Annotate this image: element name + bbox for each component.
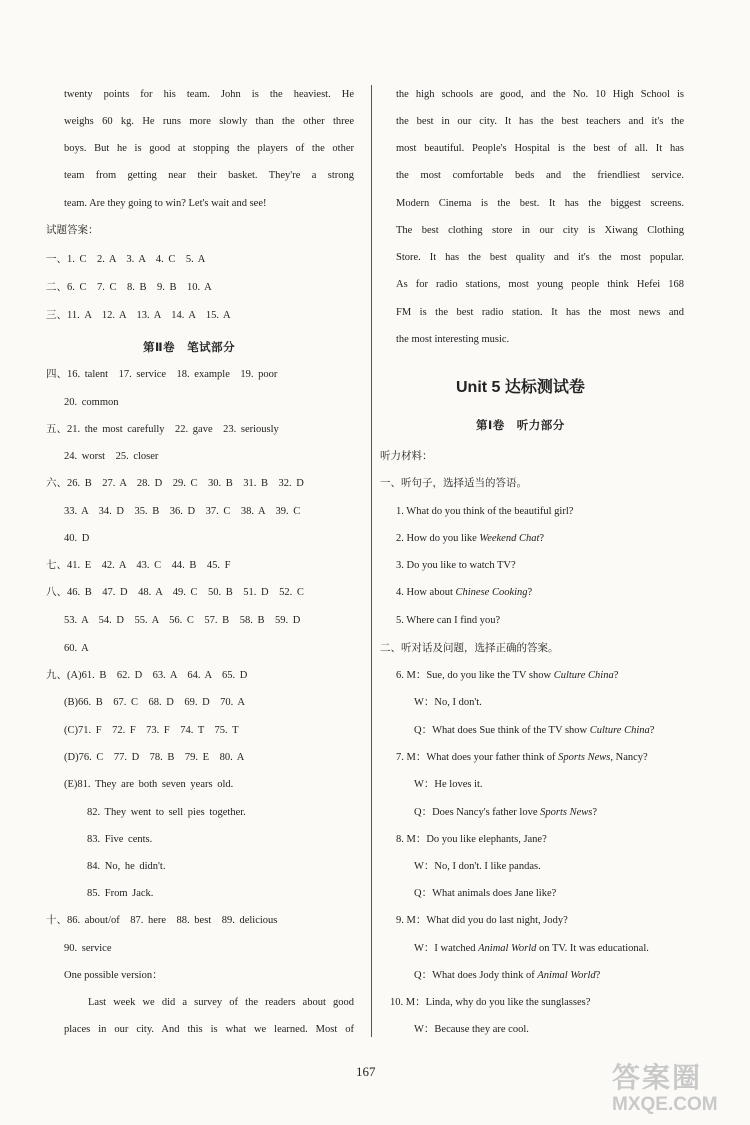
answer-row: (E)81. They are both seven years old. — [64, 779, 234, 790]
dialogue-line: Q：What does Sue think of the TV show Culture China? — [414, 725, 655, 736]
dialogue-line: Q：What animals does Jane like? — [414, 888, 557, 899]
listening-line: 1. What do you think of the beautiful girl? — [396, 506, 574, 517]
answer-row: (C)71. F 72. F 73. F 74. T 75. T — [64, 725, 239, 736]
essay-line: The best clothing store in our city is Xiwang Clothing — [396, 225, 684, 236]
answer-row: 24. worst 25. closer — [64, 451, 159, 462]
answer-row: 60. A — [64, 643, 89, 654]
dialogue-line: W：No, I don't. I like pandas. — [414, 861, 541, 872]
essay-line: the high schools are good, and the No. 10 High School is — [396, 89, 684, 100]
watermark — [612, 1062, 742, 1118]
intro-line: boys. But he is good at stopping the players of the other — [64, 143, 354, 154]
answer-row: 六、26. B 27. A 28. D 29. C 30. B 31. B 32. D — [46, 478, 304, 489]
dialogue-line: 9. M：What did you do last night, Jody? — [396, 915, 568, 926]
answer-row: 一、1. C 2. A 3. A 4. C 5. A — [46, 254, 206, 265]
dialogue-line: W：He loves it. — [414, 779, 483, 790]
unit-title: Unit 5 达标测试卷 — [456, 379, 585, 396]
intro-line: weighs 60 kg. He runs more slowly than the other three — [64, 116, 354, 127]
essay-line: Store. It has the best quality and it's the most popular. — [396, 252, 684, 263]
dialogue-line: 6. M：Sue, do you like the TV show Culture China? — [396, 670, 619, 681]
essay-line: the most comfortable beds and the friendliest service. — [396, 170, 684, 181]
answer-row: 83. Five cents. — [87, 834, 153, 845]
part-heading: 一、听句子，选择适当的答语。 — [380, 478, 527, 489]
essay-label: One possible version： — [64, 970, 163, 981]
dialogue-line: 8. M：Do you like elephants, Jane? — [396, 834, 547, 845]
answer-row: 四、16. talent 17. service 18. example 19. poor — [46, 369, 278, 380]
answer-row: 90. service — [64, 943, 112, 954]
dialogue-line: W：I watched Animal World on TV. It was educational. — [414, 943, 649, 954]
essay-line: the best in our city. It has the best teachers and it's the — [396, 116, 684, 127]
answers-heading: 试题答案： — [46, 225, 99, 236]
intro-line: twenty points for his team. John is the heaviest. He — [64, 89, 354, 100]
answer-row: 八、46. B 47. D 48. A 49. C 50. B 51. D 52. C — [46, 587, 304, 598]
dialogue-line: Q：What does Jody think of Animal World? — [414, 970, 601, 981]
essay-line: Modern Cinema is the best. It has the biggest screens. — [396, 198, 684, 209]
intro-line: team from getting near their basket. They're a strong — [64, 170, 354, 181]
essay-line: FM is the best radio station. It has the most news and — [396, 307, 684, 318]
answer-row: 84. No, he didn't. — [87, 861, 166, 872]
essay-line: As for radio stations, most young people think Hefei 168 — [396, 279, 684, 290]
watermark-en: MXQE.COM — [612, 1094, 718, 1115]
answer-row: 九、(A)61. B 62. D 63. A 64. A 65. D — [46, 670, 248, 681]
answer-row: 七、41. E 42. A 43. C 44. B 45. F — [46, 560, 231, 571]
listening-line: 4. How about Chinese Cooking? — [396, 587, 533, 598]
answer-row: 33. A 34. D 35. B 36. D 37. C 38. A 39. C — [64, 506, 301, 517]
page-number: 167 — [356, 1064, 376, 1079]
section-title-written: 第Ⅱ卷 笔试部分 — [143, 342, 236, 354]
essay-line: the most interesting music. — [396, 334, 510, 345]
answer-row: 40. D — [64, 533, 90, 544]
answer-row: 53. A 54. D 55. A 56. C 57. B 58. B 59. D — [64, 615, 301, 626]
answer-row: 三、11. A 12. A 13. A 14. A 15. A — [46, 310, 231, 321]
dialogue-line: Q：Does Nancy's father love Sports News? — [414, 807, 597, 818]
answer-row: 二、6. C 7. C 8. B 9. B 10. A — [46, 282, 212, 293]
material-heading: 听力材料： — [380, 451, 433, 462]
dialogue-line: 7. M：What does your father think of Sports News, Nancy? — [396, 752, 648, 763]
part-heading: 二、听对话及问题，选择正确的答案。 — [380, 643, 559, 654]
intro-line: team. Are they going to win? Let's wait and see! — [64, 198, 267, 209]
answer-row: 82. They went to sell pies together. — [87, 807, 246, 818]
listening-line: 2. How do you like Weekend Chat? — [396, 533, 545, 544]
answer-row: 20. common — [64, 397, 119, 408]
answer-row: 五、21. the most carefully 22. gave 23. seriously — [46, 424, 279, 435]
dialogue-line: W：No, I don't. — [414, 697, 482, 708]
dialogue-line: W：Because they are cool. — [414, 1024, 529, 1035]
answer-row: (B)66. B 67. C 68. D 69. D 70. A — [64, 697, 245, 708]
section-title-listening: 第Ⅰ卷 听力部分 — [476, 420, 565, 432]
essay-line: Last week we did a survey of the readers about good — [88, 997, 354, 1008]
listening-line: 3. Do you like to watch TV? — [396, 560, 516, 571]
essay-line: places in our city. And this is what we learned. Most of — [64, 1024, 354, 1035]
listening-line: 5. Where can I find you? — [396, 615, 501, 626]
answer-row: 85. From Jack. — [87, 888, 154, 899]
watermark-cn: 答案圈 — [612, 1062, 703, 1093]
answer-row: (D)76. C 77. D 78. B 79. E 80. A — [64, 752, 245, 763]
dialogue-line: 10. M：Linda, why do you like the sunglasses? — [390, 997, 591, 1008]
column-divider — [371, 85, 372, 1037]
answer-row: 十、86. about/of 87. here 88. best 89. delicious — [46, 915, 278, 926]
essay-line: most beautiful. People's Hospital is the best of all. It has — [396, 143, 684, 154]
